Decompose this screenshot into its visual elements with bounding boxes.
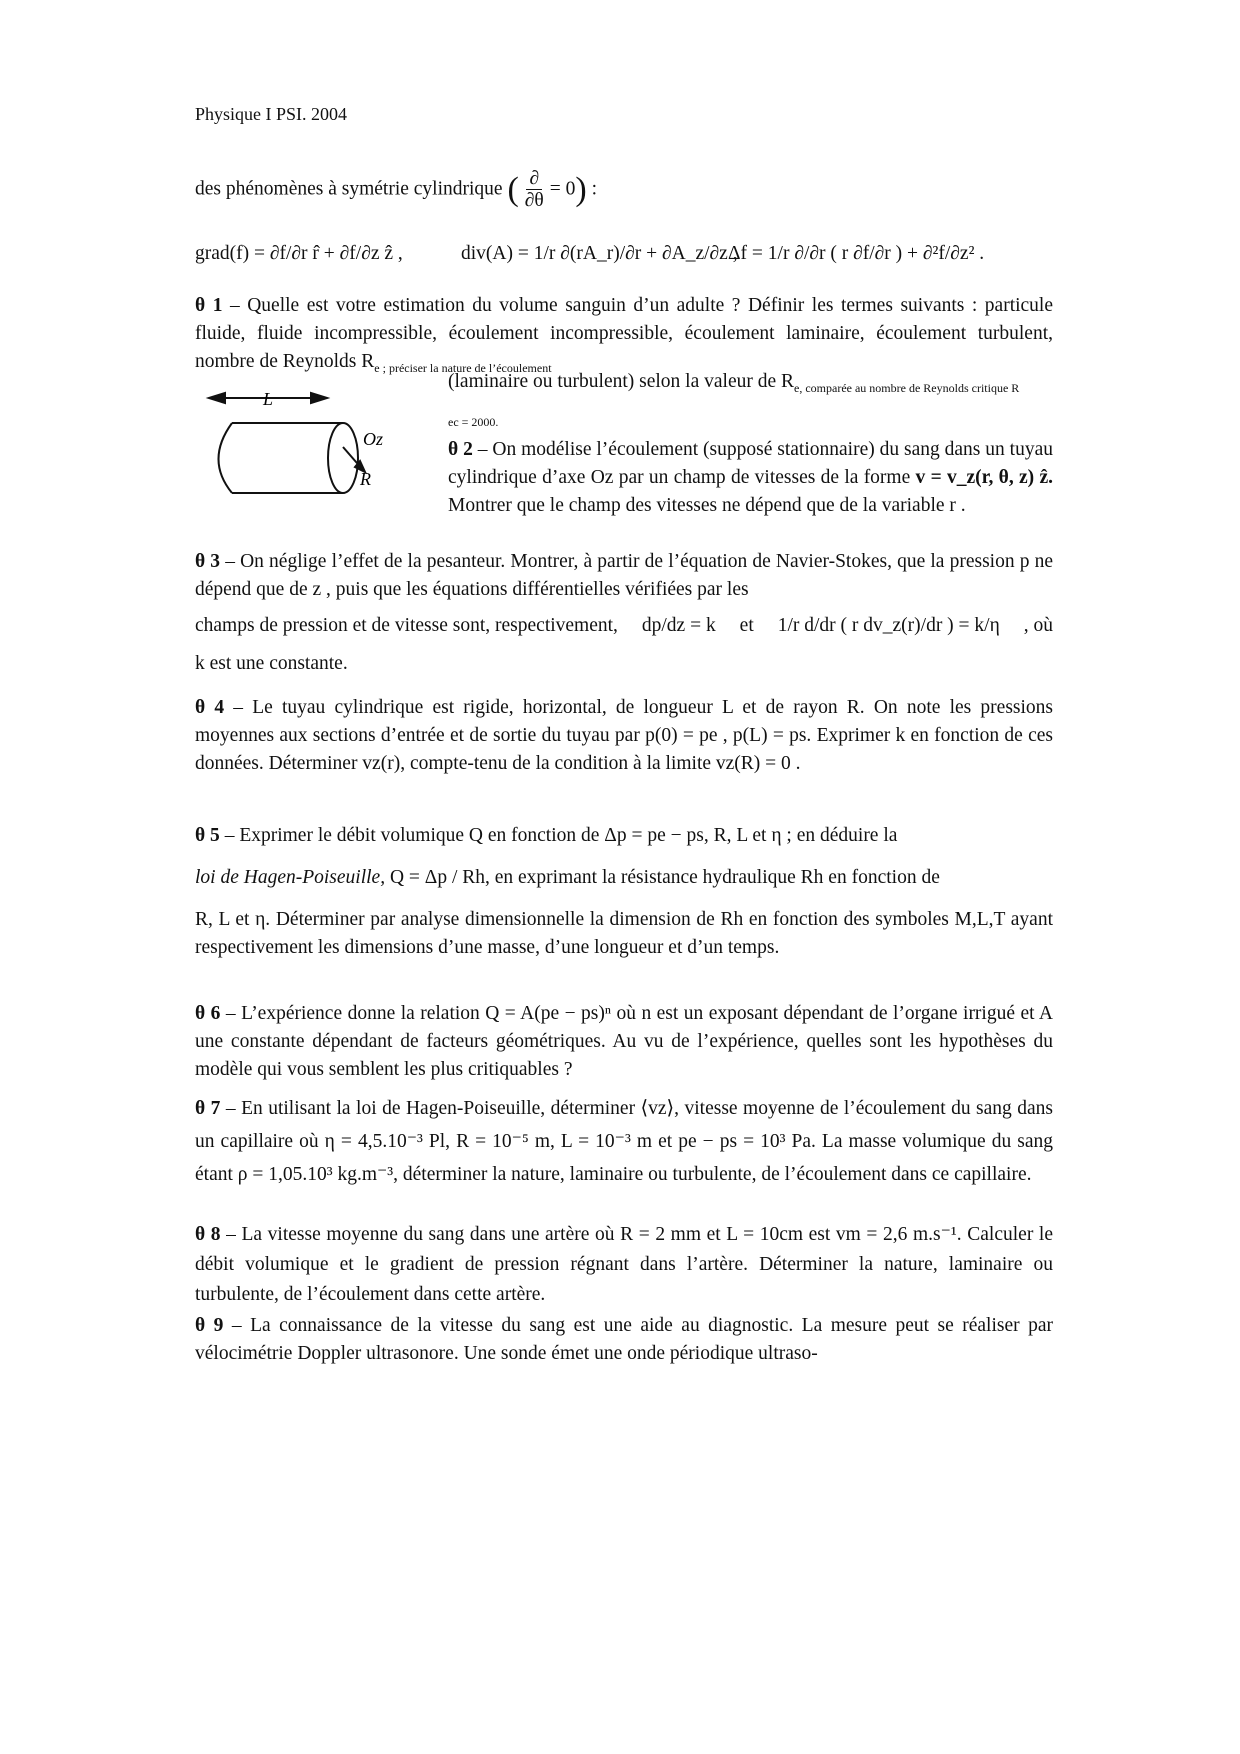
q9-marker: θ 9 xyxy=(195,1315,224,1336)
q6-marker: θ 6 xyxy=(195,1003,221,1024)
q2-text-a: – On modélise l’écoulement (supposé stationnaire) du sang dans un tuyau cylindrique d’axe Oz par un champ de vitesses de la forme xyxy=(448,439,1053,488)
q3-et: et xyxy=(739,615,754,636)
page-header: Physique I PSI. 2004 xyxy=(195,104,348,124)
q5-text-b: , en exprimant la résistance hydraulique Rh en fonction de xyxy=(485,867,940,888)
q4-text: – Le tuyau cylindrique est rigide, horizontal, de longueur L et de rayon R. On note les pressions moyennes aux sections d’entrée et de sortie du tuyau par p(0) = pe , p(L) = ps. Exprimer k en fonction de ces données. Déterminer vz(r), compte-tenu de la condition à la limite vz(R) = 0 . xyxy=(195,697,1054,774)
q3-ou: , où xyxy=(1023,615,1053,636)
intro-line xyxy=(195,168,1053,212)
q4-marker: θ 4 xyxy=(195,697,225,718)
q1-marker: θ 1 xyxy=(195,295,223,316)
intro-colon: : xyxy=(591,178,598,200)
label-Oz: Oz xyxy=(363,429,384,449)
q5-text-c: R, L et η. Déterminer par analyse dimensionnelle la dimension de Rh en fonction des symboles M,L,T ayant respectivement les dimensions d’une masse, d’une longueur et d’un temps. xyxy=(195,909,1053,958)
question-5 xyxy=(195,822,1053,962)
q7-marker: θ 7 xyxy=(195,1098,221,1119)
q1-continuation: (laminaire ou turbulent) selon la valeur de $R_{e, comparée au nombre de Reynolds critique R}$ $_{ec = 2000.}$ xyxy=(448,371,1020,429)
q2-formula: v = v_z(r, θ, z) ẑ. xyxy=(915,467,1053,488)
cond-fraction: $\frac{\partial}{\partial\theta}$ xyxy=(524,168,544,212)
cylinder-figure xyxy=(195,385,435,510)
q3-eq1: dp/dz = k xyxy=(641,615,716,636)
question-9 xyxy=(195,1312,1053,1368)
laplacian-formula: Δf = 1/r ∂/∂r ( r ∂f/∂r ) + ∂²f/∂z² . xyxy=(728,243,985,264)
question-4 xyxy=(195,694,1053,778)
document-page xyxy=(195,0,1053,1754)
cylinder-left-edge xyxy=(219,423,233,493)
q5-law: loi de Hagen-Poiseuille, xyxy=(195,867,386,888)
q2-text-b: Montrer que le champ des vitesses ne dépend que de la variable r . xyxy=(448,495,966,516)
q1-text-a: – Quelle est votre estimation du volume sanguin d’un adulte ? Définir les termes suivants : particule fluide, fluide incompressible, écoulement incompressible, écoulement laminaire, écoulement turbulent, nombre de Reynolds R xyxy=(195,295,1054,372)
q3-text-c: k est une constante. xyxy=(195,653,348,674)
label-R: R xyxy=(360,469,371,489)
q3-text-b: champs de pression et de vitesse sont, respectivement, xyxy=(195,615,618,636)
grad-formula: grad(f) = ∂f/∂r r̂ + ∂f/∂z ẑ , xyxy=(195,243,403,264)
q2-marker: θ 2 xyxy=(448,439,473,460)
q1-text-b: e ; préciser la nature de l’écoulement xyxy=(374,360,552,375)
q5-marker: θ 5 xyxy=(195,825,220,846)
q9-text: – La connaissance de la vitesse du sang est une aide au diagnostic. La mesure peut se réaliser par vélocimétrie Doppler ultrasonore. Une sonde émet une onde périodique ultraso- xyxy=(195,1315,1053,1364)
label-L: L xyxy=(263,389,274,409)
question-7 xyxy=(195,1092,1053,1191)
question-3 xyxy=(195,548,1053,678)
q3-marker: θ 3 xyxy=(195,551,221,572)
q8-text: – La vitesse moyenne du sang dans une artère où R = 2 mm et L = 10cm est vm = 2,6 m.s⁻¹. Calculer le débit volumique et le gradient de pression régnant dans l’artère. Déterminer la nature, laminaire ou turbulente, de l’écoulement dans cette artère. xyxy=(195,1224,1053,1305)
q7-text: – En utilisant la loi de Hagen-Poiseuille, déterminer ⟨vz⟩, vitesse moyenne de l’écoulement du sang dans un capillaire où η = 4,5.10⁻³ Pl, R = 10⁻⁵ m, L = 10⁻³ m et pe − ps = 10³ Pa. La masse volumique du sang étant ρ = 1,05.10³ kg.m⁻³, déterminer la nature, laminaire ou turbulente, de l’écoulement dans ce capillaire. xyxy=(195,1098,1053,1185)
q6-text: – L’expérience donne la relation Q = A(pe − ps)ⁿ où n est un exposant dépendant de l’organe irrigué et A une constante dépendant de facteurs géométriques. Au vu de l’expérience, quelles sont les hypothèses du modèle qui vous semblent les plus critiquables ? xyxy=(195,1003,1053,1080)
q3-text-a: – On néglige l’effet de la pesanteur. Montrer, à partir de l’équation de Navier-Stokes, que la pression p ne dépend que de z , puis que les équations différentielles vérifiées par les xyxy=(195,551,1053,600)
question-2 xyxy=(448,436,1053,520)
paren-close: ) xyxy=(575,170,587,208)
operator-formulas xyxy=(195,240,1053,300)
div-formula: div(A) = 1/r ∂(rA_r)/∂r + ∂A_z/∂z , xyxy=(461,243,738,264)
intro-text: des phénomènes à symétrie cylindrique xyxy=(195,178,503,200)
question-8 xyxy=(195,1220,1053,1310)
arrow-left-head xyxy=(209,393,225,403)
question-6 xyxy=(195,1000,1053,1084)
arrow-right-head xyxy=(311,393,327,403)
q5-text-a: – Exprimer le débit volumique Q en fonction de Δp = pe − ps, R, L et η ; en déduire la xyxy=(224,825,898,846)
q8-marker: θ 8 xyxy=(195,1224,221,1245)
q5-law-eq: Q = Δp / Rh xyxy=(389,867,485,888)
paren-open: ( xyxy=(507,170,519,208)
q3-eq2: 1/r d/dr ( r dv_z(r)/dr ) = k/η xyxy=(777,615,1000,636)
cond-eq: = 0 xyxy=(549,178,576,200)
